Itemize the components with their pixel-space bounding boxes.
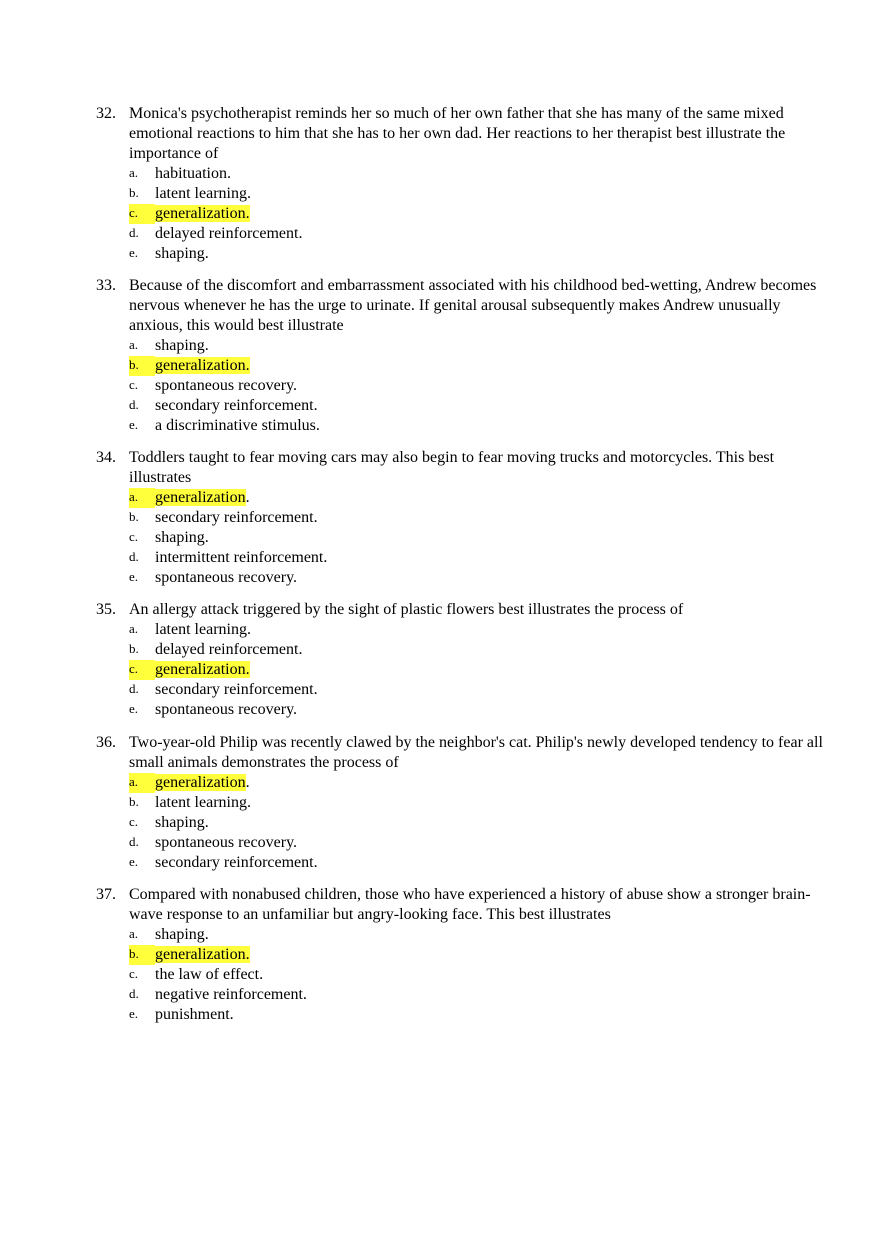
option-c-highlighted [96,660,836,680]
question-stem: An allergy attack triggered by the sight of plastic flowers best illustrates the process of [129,601,684,618]
option-letter: e. [129,417,139,432]
option-c-highlighted [96,204,836,224]
question-stem: Because of the discomfort and embarrassment associated with his childhood bed-wetting, Andrew becomes nervous whenever he has the urge to urinate. If genital arousal subsequently makes Andrew unusually anxious, this would best illustrate [129,277,817,334]
question-number: 36. [96,734,116,751]
option-e [96,416,836,436]
question-stem-row [96,276,836,336]
option-d [96,224,836,244]
question-37 [96,885,836,1025]
option-c [96,376,836,396]
option-a-highlighted [96,488,836,508]
option-letter: b. [129,794,139,809]
question-35 [96,600,836,720]
answer-options [96,925,836,1025]
option-text: shaping. [155,814,209,831]
answer-options [96,164,836,264]
option-letter: d. [129,834,139,849]
option-text: spontaneous recovery. [155,701,298,718]
option-a [96,925,836,945]
option-b [96,640,836,660]
question-stem-row [96,733,836,773]
question-number: 35. [96,601,116,618]
option-text: punishment. [155,1006,234,1023]
highlighted-answer: generalization. [155,205,250,222]
question-number: 33. [96,277,116,294]
question-stem: Toddlers taught to fear moving cars may also begin to fear moving trucks and motorcycles. This best illustrates [129,449,775,486]
question-stem: Compared with nonabused children, those who have experienced a history of abuse show a stronger brain-wave response to an unfamiliar but angry-looking face. This best illustrates [129,886,811,923]
highlighted-answer: generalization. [155,357,250,374]
option-letter: a. [129,926,139,941]
answer-options [96,336,836,436]
option-letter: c. [129,660,155,680]
highlighted-answer: generalization [155,774,246,791]
option-letter: b. [129,945,155,965]
option-text: habituation. [155,165,231,182]
question-number: 34. [96,449,116,466]
option-letter: e. [129,854,139,869]
option-letter: e. [129,1006,139,1021]
question-36 [96,733,836,873]
question-33 [96,276,836,436]
option-letter: d. [129,225,139,240]
option-letter: a. [129,773,155,793]
option-letter: d. [129,681,139,696]
option-a [96,336,836,356]
option-text: shaping. [155,926,209,943]
option-b [96,793,836,813]
option-text: a discriminative stimulus. [155,417,320,434]
option-text: shaping. [155,245,209,262]
option-text: secondary reinforcement. [155,509,318,526]
option-letter: d. [129,549,139,564]
question-stem: Monica's psychotherapist reminds her so much of her own father that she has many of the same mixed emotional reactions to him that she has to her own dad. Her reactions to her therapist best illustrate the importance of [129,105,786,162]
option-text: intermittent reinforcement. [155,549,328,566]
option-b-highlighted [96,356,836,376]
option-letter: c. [129,966,139,981]
option-letter: b. [129,509,139,524]
highlighted-answer: generalization. [155,661,250,678]
option-a [96,620,836,640]
option-b [96,184,836,204]
highlighted-answer: generalization. [155,946,250,963]
option-text: negative reinforcement. [155,986,307,1003]
option-d [96,396,836,416]
option-letter: d. [129,397,139,412]
option-text: secondary reinforcement. [155,854,318,871]
option-e [96,853,836,873]
answer-options [96,620,836,720]
option-text: spontaneous recovery. [155,834,298,851]
option-text: spontaneous recovery. [155,377,298,394]
option-text: delayed reinforcement. [155,225,303,242]
option-e [96,1005,836,1025]
option-letter: c. [129,814,139,829]
option-letter: c. [129,529,139,544]
question-stem: Two-year-old Philip was recently clawed by the neighbor's cat. Philip's newly developed tendency to fear all small animals demonstrates the process of [129,734,823,771]
option-letter: b. [129,641,139,656]
option-text: secondary reinforcement. [155,681,318,698]
option-c [96,528,836,548]
question-stem-row [96,448,836,488]
option-letter: d. [129,986,139,1001]
option-suffix: . [245,489,250,506]
option-text: the law of effect. [155,966,264,983]
option-b-highlighted [96,945,836,965]
option-letter: b. [129,185,139,200]
option-d [96,548,836,568]
question-stem-row [96,104,836,164]
option-c [96,813,836,833]
option-letter: a. [129,621,139,636]
option-letter: c. [129,377,139,392]
option-c [96,965,836,985]
answer-options [96,488,836,588]
option-text: delayed reinforcement. [155,641,303,658]
option-text: secondary reinforcement. [155,397,318,414]
answer-options [96,773,836,873]
option-letter: e. [129,569,139,584]
option-letter: b. [129,356,155,376]
option-text: spontaneous recovery. [155,569,298,586]
option-letter: a. [129,165,139,180]
option-e [96,700,836,720]
option-letter: a. [129,488,155,508]
option-suffix: . [245,774,250,791]
question-32 [96,104,836,264]
highlighted-answer: generalization [155,489,246,506]
option-d [96,680,836,700]
option-text: shaping. [155,529,209,546]
option-letter: a. [129,337,139,352]
option-b [96,508,836,528]
question-stem-row [96,885,836,925]
option-letter: c. [129,204,155,224]
option-text: latent learning. [155,621,251,638]
option-text: latent learning. [155,794,251,811]
option-d [96,833,836,853]
option-a-highlighted [96,773,836,793]
option-e [96,244,836,264]
option-letter: e. [129,701,139,716]
question-34 [96,448,836,588]
option-letter: e. [129,245,139,260]
question-number: 37. [96,886,116,903]
option-d [96,985,836,1005]
question-number: 32. [96,105,116,122]
option-text: shaping. [155,337,209,354]
option-e [96,568,836,588]
option-text: latent learning. [155,185,251,202]
option-a [96,164,836,184]
question-stem-row [96,600,836,620]
